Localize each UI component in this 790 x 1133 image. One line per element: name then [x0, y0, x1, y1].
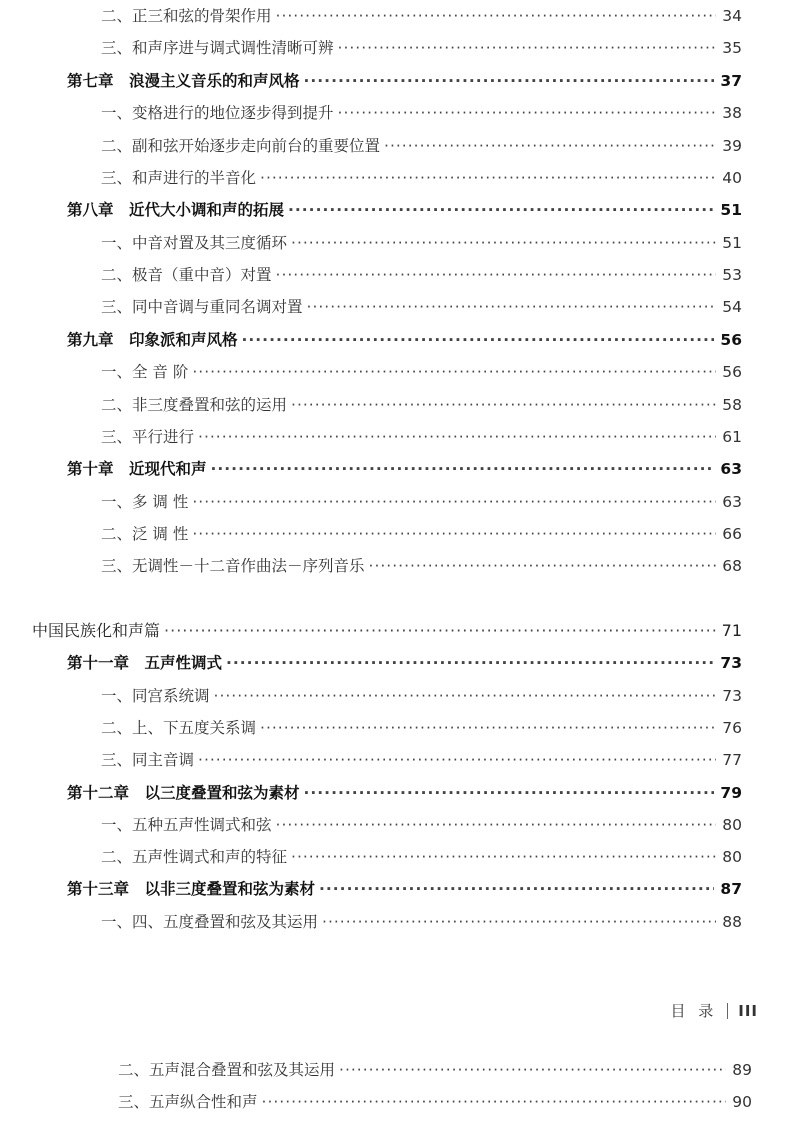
toc-entry-page: 73 [722, 687, 742, 705]
dot-leader [192, 523, 716, 545]
toc-entry-page: 87 [720, 880, 742, 898]
toc-entry-item [101, 37, 742, 59]
toc-entry-item [101, 426, 742, 448]
toc-entry-label: 一、四、五度叠置和弦及其运用 [101, 913, 319, 931]
toc-entry-page: 68 [722, 557, 742, 575]
dot-leader [338, 102, 716, 124]
toc-entry-page: 61 [722, 428, 742, 446]
toc-entry-item [101, 911, 742, 933]
toc-entry-item [101, 685, 742, 707]
dot-leader [262, 1091, 726, 1113]
toc-entry-page: 51 [720, 201, 742, 219]
toc-entry-label: 三、五声纵合性和声 [118, 1093, 258, 1111]
toc-entry-label: 第七章 浪漫主义音乐的和声风格 [67, 72, 300, 90]
toc-entry-label: 二、泛 调 性 [101, 525, 189, 543]
toc-entry-page: 37 [720, 72, 742, 90]
dot-leader [276, 5, 716, 27]
toc-entry-label: 第十章 近现代和声 [67, 460, 207, 478]
dot-leader [260, 167, 716, 189]
dot-leader [211, 458, 715, 480]
toc-entry-label: 第十一章 五声性调式 [67, 654, 223, 672]
dot-leader [369, 555, 716, 577]
toc-entry-chapter [67, 878, 742, 900]
toc-entry-page: 51 [722, 234, 742, 252]
dot-leader [291, 394, 716, 416]
toc-entry-chapter [67, 782, 742, 804]
toc-entry-page: 39 [722, 137, 742, 155]
toc-entry-label: 三、无调性－十二音作曲法－序列音乐 [101, 557, 365, 575]
toc-entry-label: 第八章 近代大小调和声的拓展 [67, 201, 285, 219]
dot-leader [307, 296, 716, 318]
toc-entry-item [101, 102, 742, 124]
toc-entry-label: 一、中音对置及其三度循环 [101, 234, 288, 252]
toc-entry-label: 二、五声混合叠置和弦及其运用 [118, 1061, 336, 1079]
toc-entry-item [101, 394, 742, 416]
dot-leader [198, 749, 716, 771]
toc-entry-chapter [67, 70, 742, 92]
toc-entry-label: 二、副和弦开始逐步走向前台的重要位置 [101, 137, 381, 155]
toc-entry-label: 二、非三度叠置和弦的运用 [101, 396, 288, 414]
toc-entry-item [118, 1059, 752, 1081]
toc-entry-chapter [67, 329, 742, 351]
dot-leader [164, 620, 716, 642]
page-number-roman: III [738, 1001, 758, 1020]
toc-entry-item [101, 846, 742, 868]
toc-entry-page: 63 [720, 460, 742, 478]
dot-leader [242, 329, 715, 351]
dot-leader [288, 199, 714, 221]
toc-entry-label: 二、上、下五度关系调 [101, 719, 257, 737]
toc-entry-page: 80 [722, 848, 742, 866]
dot-leader [198, 426, 716, 448]
toc-entry-label: 三、和声进行的半音化 [101, 169, 257, 187]
toc-entry-label: 三、同中音调与重同名调对置 [101, 298, 303, 316]
page-header [670, 1000, 758, 1021]
dot-leader [319, 878, 714, 900]
dot-leader [384, 135, 716, 157]
dot-leader [276, 814, 716, 836]
toc-entry-page: 54 [722, 298, 742, 316]
toc-entry-page: 35 [722, 39, 742, 57]
toc-entry-page: 90 [732, 1093, 752, 1111]
toc-entry-page: 58 [722, 396, 742, 414]
toc-entry-page: 63 [722, 493, 742, 511]
toc-entry-item [101, 296, 742, 318]
dot-leader [192, 361, 716, 383]
toc-entry-item [101, 264, 742, 286]
toc-entry-chapter [67, 458, 742, 480]
toc-entry-label: 二、极音（重中音）对置 [101, 266, 272, 284]
toc-entry-label: 第九章 印象派和声风格 [67, 331, 238, 349]
toc-entry-label: 一、变格进行的地位逐步得到提升 [101, 104, 334, 122]
dot-leader [260, 717, 716, 739]
toc-entry-page: 76 [722, 719, 742, 737]
toc-entry-page: 34 [722, 7, 742, 25]
toc-entry-label: 一、同宫系统调 [101, 687, 210, 705]
toc-entry-item [101, 361, 742, 383]
dot-leader [291, 232, 716, 254]
toc-entry-item [101, 749, 742, 771]
toc-entry-page: 73 [720, 654, 742, 672]
toc-entry-page: 88 [722, 913, 742, 931]
dot-leader [304, 782, 715, 804]
toc-entry-item [101, 167, 742, 189]
toc-entry-page: 80 [722, 816, 742, 834]
toc-entry-page: 40 [722, 169, 742, 187]
toc-entry-item [101, 555, 742, 577]
dot-leader [214, 685, 716, 707]
toc-entry-item [101, 523, 742, 545]
toc-entry-item [101, 491, 742, 513]
toc-entry-label: 一、全 音 阶 [101, 363, 189, 381]
toc-entry-page: 71 [721, 621, 742, 640]
toc-entry-item [101, 814, 742, 836]
dot-leader [192, 491, 716, 513]
toc-entry-page: 56 [720, 331, 742, 349]
dot-leader [339, 1059, 726, 1081]
toc-entry-page: 77 [722, 751, 742, 769]
toc-entry-page: 38 [722, 104, 742, 122]
toc-entry-label: 三、平行进行 [101, 428, 195, 446]
header-separator [727, 1003, 728, 1019]
toc-entry-chapter [67, 199, 742, 221]
toc-entry-label: 一、五种五声性调式和弦 [101, 816, 272, 834]
dot-leader [291, 846, 716, 868]
toc-entry-item [101, 5, 742, 27]
header-title: 目 录 [670, 1002, 718, 1020]
toc-entry-section [32, 620, 742, 642]
toc-entry-label: 三、同主音调 [101, 751, 195, 769]
toc-entry-label: 一、多 调 性 [101, 493, 189, 511]
toc-entry-label: 二、正三和弦的骨架作用 [101, 7, 272, 25]
toc-entry-label: 三、和声序进与调式调性清晰可辨 [101, 39, 334, 57]
toc-entry-page: 66 [722, 525, 742, 543]
toc-entry-page: 89 [732, 1061, 752, 1079]
toc-entry-item [101, 717, 742, 739]
toc-entry-page: 56 [722, 363, 742, 381]
toc-entry-label: 中国民族化和声篇 [32, 621, 161, 640]
toc-entry-page: 53 [722, 266, 742, 284]
dot-leader [276, 264, 716, 286]
toc-entry-label: 二、五声性调式和声的特征 [101, 848, 288, 866]
toc-entry-page: 79 [720, 784, 742, 802]
dot-leader [226, 652, 714, 674]
toc-entry-label: 第十三章 以非三度叠置和弦为素材 [67, 880, 316, 898]
toc-entry-chapter [67, 652, 742, 674]
toc-entry-item [101, 135, 742, 157]
dot-leader [322, 911, 716, 933]
toc-entry-item [101, 232, 742, 254]
toc-entry-item [118, 1091, 752, 1113]
dot-leader [304, 70, 715, 92]
toc-entry-label: 第十二章 以三度叠置和弦为素材 [67, 784, 300, 802]
dot-leader [338, 37, 716, 59]
